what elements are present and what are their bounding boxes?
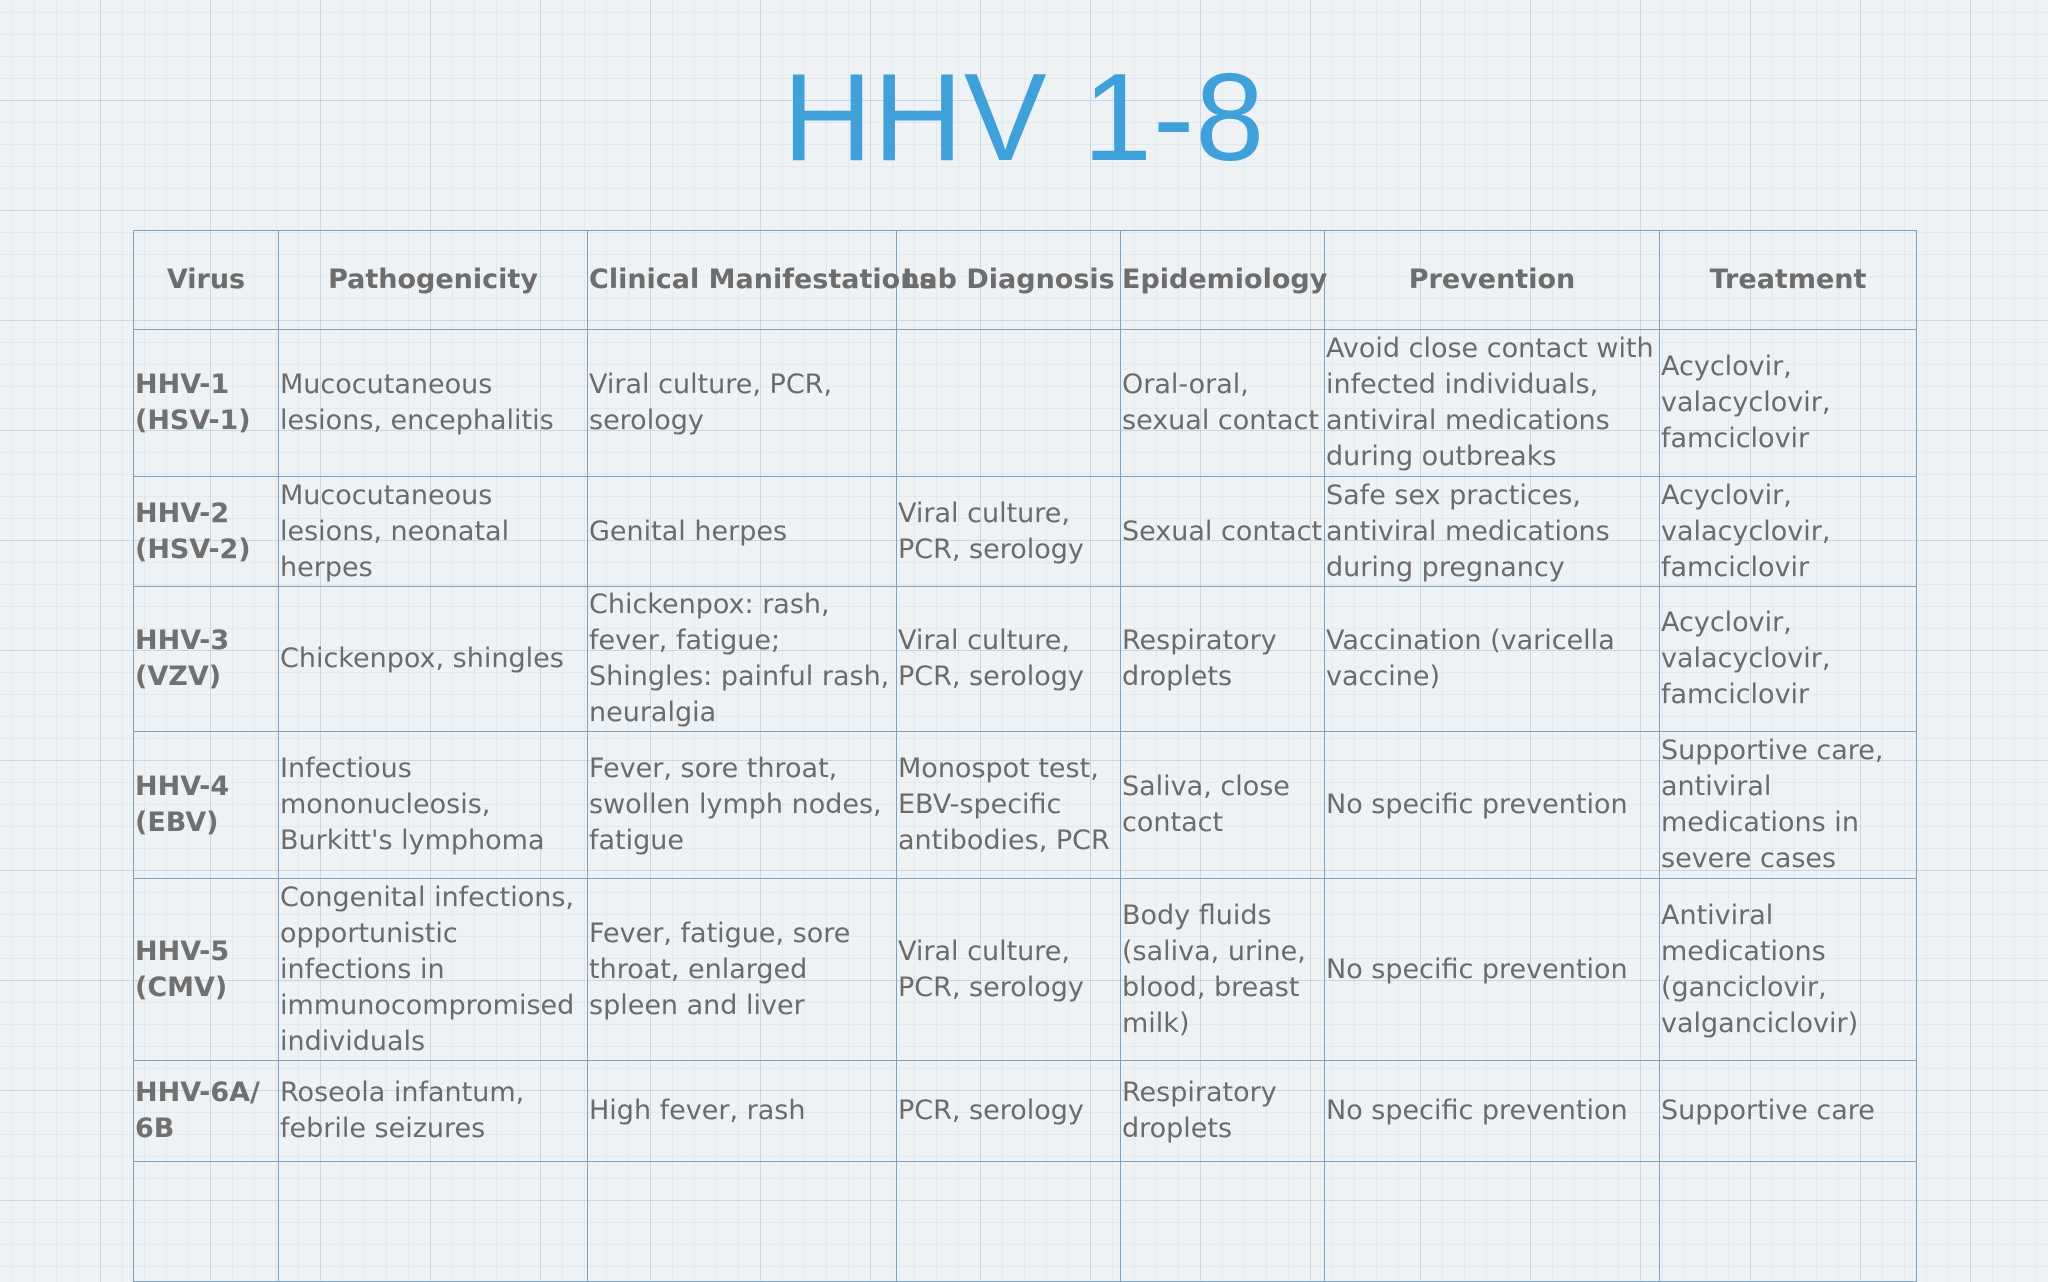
- prevention-cell: Avoid close contact with infected individuals, antiviral medications during outbreaks: [1325, 330, 1660, 477]
- pathogenicity-cell: Chickenpox, shingles: [279, 587, 588, 732]
- pathogenicity-cell: Mucocutaneous lesions, encephalitis: [279, 330, 588, 477]
- treatment-cell: [1660, 1162, 1917, 1282]
- table-header-row: [134, 231, 1917, 330]
- clinical-manifestations-cell: Viral culture, PCR, serology: [588, 330, 897, 477]
- virus-cell: HHV-3 (VZV): [134, 587, 279, 732]
- column-header-virus: Virus: [134, 231, 279, 330]
- table-row: [134, 732, 1917, 879]
- clinical-manifestations-cell: High fever, rash: [588, 1061, 897, 1162]
- lab-diagnosis-cell: Monospot test, EBV-specific antibodies, PCR: [897, 732, 1121, 879]
- epidemiology-cell: Saliva, close contact: [1121, 732, 1325, 879]
- treatment-cell: Supportive care, antiviral medications in severe cases: [1660, 732, 1917, 879]
- pathogenicity-cell: [279, 1162, 588, 1282]
- pathogenicity-cell: Infectious mononucleosis, Burkitt's lymphoma: [279, 732, 588, 879]
- treatment-cell: Acyclovir, valacyclovir, famciclovir: [1660, 330, 1917, 477]
- lab-diagnosis-cell: Viral culture, PCR, serology: [897, 587, 1121, 732]
- epidemiology-cell: Sexual contact: [1121, 477, 1325, 587]
- prevention-cell: Safe sex practices, antiviral medications during pregnancy: [1325, 477, 1660, 587]
- column-header-lab-diagnosis: Lab Diagnosis: [897, 231, 1121, 330]
- pathogenicity-cell: Mucocutaneous lesions, neonatal herpes: [279, 477, 588, 587]
- pathogenicity-cell: Roseola infantum, febrile seizures: [279, 1061, 588, 1162]
- prevention-cell: [1325, 1162, 1660, 1282]
- clinical-manifestations-cell: Chickenpox: rash, fever, fatigue; Shingles: painful rash, neuralgia: [588, 587, 897, 732]
- epidemiology-cell: [1121, 1162, 1325, 1282]
- table-row: [134, 477, 1917, 587]
- virus-cell: HHV-4 (EBV): [134, 732, 279, 879]
- lab-diagnosis-cell: Viral culture, PCR, serology: [897, 879, 1121, 1061]
- column-header-prevention: Prevention: [1325, 231, 1660, 330]
- hhv-comparison-table: [133, 230, 1917, 1282]
- treatment-cell: Supportive care: [1660, 1061, 1917, 1162]
- prevention-cell: No specific prevention: [1325, 879, 1660, 1061]
- clinical-manifestations-cell: Fever, sore throat, swollen lymph nodes, fatigue: [588, 732, 897, 879]
- virus-cell: HHV-1 (HSV-1): [134, 330, 279, 477]
- prevention-cell: Vaccination (varicella vaccine): [1325, 587, 1660, 732]
- table-row: [134, 1061, 1917, 1162]
- virus-cell: HHV-5 (CMV): [134, 879, 279, 1061]
- pathogenicity-cell: Congenital infections, opportunistic infections in immunocompromised individuals: [279, 879, 588, 1061]
- prevention-cell: No specific prevention: [1325, 732, 1660, 879]
- epidemiology-cell: Respiratory droplets: [1121, 587, 1325, 732]
- clinical-manifestations-cell: Genital herpes: [588, 477, 897, 587]
- treatment-cell: Acyclovir, valacyclovir, famciclovir: [1660, 587, 1917, 732]
- table-row: [134, 587, 1917, 732]
- table-row: [134, 330, 1917, 477]
- table-row: [134, 1162, 1917, 1282]
- column-header-epidemiology: Epidemiology: [1121, 231, 1325, 330]
- epidemiology-cell: Body fluids (saliva, urine, blood, breast milk): [1121, 879, 1325, 1061]
- virus-cell: [134, 1162, 279, 1282]
- column-header-clinical-manifestations: Clinical Manifestations: [588, 231, 897, 330]
- epidemiology-cell: Respiratory droplets: [1121, 1061, 1325, 1162]
- prevention-cell: No specific prevention: [1325, 1061, 1660, 1162]
- column-header-pathogenicity: Pathogenicity: [279, 231, 588, 330]
- slide-title: HHV 1-8: [782, 49, 1266, 187]
- epidemiology-cell: Oral-oral, sexual contact: [1121, 330, 1325, 477]
- virus-cell: HHV-6A/ 6B: [134, 1061, 279, 1162]
- lab-diagnosis-cell: [897, 1162, 1121, 1282]
- treatment-cell: Antiviral medications (ganciclovir, valganciclovir): [1660, 879, 1917, 1061]
- lab-diagnosis-cell: Viral culture, PCR, serology: [897, 477, 1121, 587]
- lab-diagnosis-cell: [897, 330, 1121, 477]
- lab-diagnosis-cell: PCR, serology: [897, 1061, 1121, 1162]
- clinical-manifestations-cell: [588, 1162, 897, 1282]
- clinical-manifestations-cell: Fever, fatigue, sore throat, enlarged spleen and liver: [588, 879, 897, 1061]
- virus-cell: HHV-2 (HSV-2): [134, 477, 279, 587]
- treatment-cell: Acyclovir, valacyclovir, famciclovir: [1660, 477, 1917, 587]
- column-header-treatment: Treatment: [1660, 231, 1917, 330]
- hhv-comparison-table-container: [133, 230, 1916, 1152]
- table-row: [134, 879, 1917, 1061]
